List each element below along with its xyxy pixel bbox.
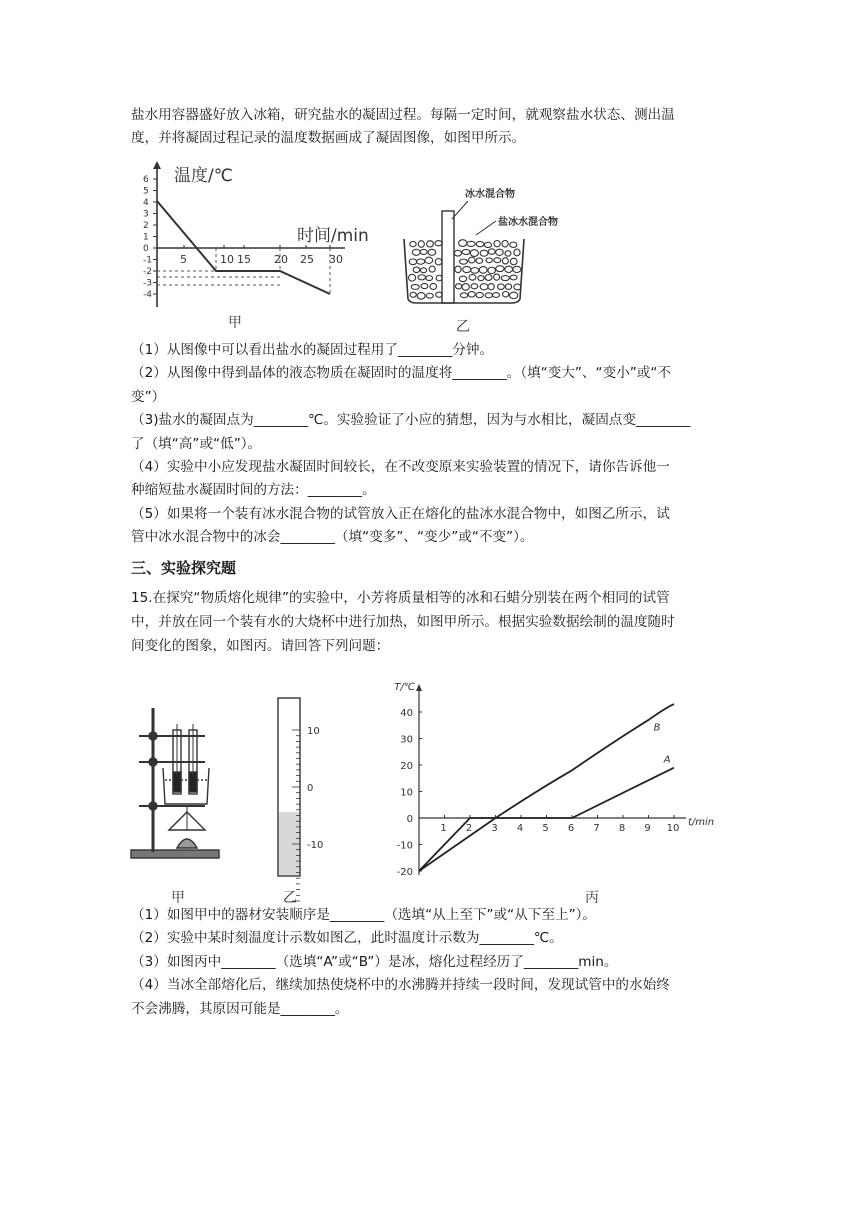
ice-chunk xyxy=(494,258,501,263)
x-tick-label: 1 xyxy=(440,823,447,834)
thermo-label: -10 xyxy=(307,840,324,851)
question-line: （1）如图甲中的器材安装顺序是________（选填“从上至下”或“从下至上”）。 xyxy=(131,907,597,923)
ice-chunk xyxy=(420,249,427,254)
x-tick-label: 4 xyxy=(516,823,524,834)
ice-chunk xyxy=(429,266,435,272)
ice-chunk xyxy=(462,284,469,291)
ice-chunk xyxy=(488,284,494,290)
figure-melting xyxy=(125,680,745,910)
ice-chunk xyxy=(480,250,488,256)
x-tick-label: 30 xyxy=(329,253,343,266)
ice-chunk xyxy=(470,250,478,257)
ice-chunk xyxy=(436,292,443,297)
question-line: 了（填“高”或“低”）。 xyxy=(131,435,262,452)
ice-chunk xyxy=(459,276,466,282)
ice-chunk xyxy=(484,242,491,247)
ice-chunk xyxy=(510,275,517,280)
question-line: （2）从图像中得到晶体的液态物质在凝固时的温度将________。（填“变大”、“变小”或“不 xyxy=(131,365,672,382)
ice-chunk xyxy=(467,241,475,246)
x-axis-label: t/min xyxy=(688,817,715,828)
thermometer-yi xyxy=(278,698,323,901)
fig1-caption-jia: 甲 xyxy=(228,315,242,331)
x-tick-label: 15 xyxy=(237,253,251,266)
question-line: 种缩短盐水凝固时间的方法：________。 xyxy=(131,482,376,499)
y-axis-arrow xyxy=(153,161,161,169)
ice-chunk xyxy=(488,267,496,273)
ice-chunk xyxy=(510,292,518,299)
ice-chunk xyxy=(455,266,461,273)
question-line: 管中冰水混合物中的冰会________（填“变多”、“变少”或“不变”）。 xyxy=(131,529,534,546)
question-line: （3)盐水的凝固点为________℃。实验验证了小应的猜想，因为与水相比，凝固点变________ xyxy=(131,412,691,429)
ice-chunk xyxy=(428,249,436,255)
fig2-caption-yi: 乙 xyxy=(283,890,297,906)
y-tick-label: 6 xyxy=(143,175,149,185)
series-A-line xyxy=(419,768,674,871)
ice-chunk xyxy=(425,257,433,263)
ice-chunk xyxy=(468,292,475,297)
ice-chunk xyxy=(426,276,433,281)
ice-chunk xyxy=(514,249,520,256)
ice-chunk xyxy=(410,241,416,246)
ice-chunk xyxy=(468,257,475,263)
ice-chunk xyxy=(469,275,476,281)
large-beaker xyxy=(163,768,209,804)
clamp-screw xyxy=(149,758,157,766)
question-stem-line: 中，并放在同一个装有水的大烧杯中进行加热，如图甲所示。根据实验数据绘制的温度随时 xyxy=(131,614,675,630)
series-label: A xyxy=(663,754,671,766)
x-tick-label: 10 xyxy=(220,253,234,266)
ice-chunk xyxy=(435,259,442,265)
ice-chunk xyxy=(412,249,420,255)
ice-chunk xyxy=(409,274,416,281)
ice-chunk xyxy=(502,240,508,247)
ice-chunk xyxy=(503,291,509,296)
ice-chunk xyxy=(436,275,442,281)
ice-chunk xyxy=(421,283,428,288)
y-tick-label: 10 xyxy=(400,787,413,799)
y-tick-label: -20 xyxy=(396,867,413,878)
ice-chunk xyxy=(510,242,517,247)
x-tick-label: 8 xyxy=(618,823,626,834)
ice-chunk xyxy=(478,276,484,281)
ice-chunk xyxy=(454,250,461,256)
clamp-screw xyxy=(149,802,157,810)
fig1-caption-yi: 乙 xyxy=(456,319,470,335)
y-tick-label: 40 xyxy=(400,708,413,719)
graph-jia xyxy=(143,161,369,331)
ice-chunks xyxy=(409,240,522,299)
y-tick-label: 2 xyxy=(143,221,149,231)
ice-chunk xyxy=(471,268,479,274)
question-stem-line: 间变化的图象，如图丙。请回答下列问题： xyxy=(131,638,390,654)
ice-chunk xyxy=(501,276,509,281)
y-tick-label: 5 xyxy=(143,186,149,197)
ice-chunk xyxy=(498,284,505,289)
fig1-xlabel: 时间/min xyxy=(297,226,369,246)
x-tick-label: 5 xyxy=(180,253,187,266)
ice-chunk xyxy=(418,241,424,248)
ice-chunk xyxy=(435,241,442,246)
y-tick-label: -1 xyxy=(143,255,152,266)
x-tick-label: 7 xyxy=(593,823,600,834)
question-line: （5）如果将一个装有冰水混合物的试管放入正在熔化的盐冰水混合物中，如图乙所示，试 xyxy=(131,505,670,522)
y-tick-label: -3 xyxy=(143,278,152,289)
ice-chunk xyxy=(510,258,517,265)
ice-chunk xyxy=(476,241,484,246)
intro-line-2: 度，并将凝固过程记录的温度数据画成了凝固图像，如图甲所示。 xyxy=(131,130,526,146)
question-line: （1）从图像中可以看出盐水的凝固过程用了________分钟。 xyxy=(131,342,494,358)
ice-chunk xyxy=(496,249,504,255)
apparatus-jia xyxy=(131,708,219,858)
ice-chunk xyxy=(494,240,500,246)
ice-chunk xyxy=(502,258,508,264)
question-line: （4）实验中小应发现盐水凝固时间较长，在不改变原来实验装置的情况下，请你告诉他一 xyxy=(131,459,670,475)
ice-chunk xyxy=(505,251,511,257)
ice-chunk xyxy=(513,266,521,272)
x-tick-label: 25 xyxy=(300,253,314,266)
y-tick-label: -10 xyxy=(396,840,413,852)
thermo-label: 0 xyxy=(307,783,314,794)
y-axis-arrow xyxy=(416,684,422,691)
ice-chunk xyxy=(485,275,492,281)
ice-chunk xyxy=(471,284,478,289)
ice-chunk xyxy=(514,284,521,290)
ice-chunk xyxy=(413,267,420,273)
series-label: B xyxy=(653,722,661,734)
alcohol-lamp xyxy=(177,839,197,848)
x-tick-label: 9 xyxy=(644,823,651,834)
ice-chunk xyxy=(463,266,471,272)
beaker-yi xyxy=(404,187,558,335)
question-line: 变”） xyxy=(131,388,166,405)
x-tick-label: 6 xyxy=(567,823,575,834)
x-tick-label: 10 xyxy=(666,823,680,834)
ice-chunk xyxy=(417,293,425,300)
fig2-caption-bing: 丙 xyxy=(585,890,599,906)
ice-chunk xyxy=(476,258,483,263)
section-title: 三、实验探究题 xyxy=(131,559,237,577)
intro-line-1: 盐水用容器盛好放入冰箱，研究盐水的凝固过程。每隔一定时间，就观察盐水状态、测出温 xyxy=(131,107,675,123)
test-tube xyxy=(442,211,454,303)
beaker xyxy=(404,239,524,303)
ice-chunk xyxy=(460,293,467,298)
ice-chunk xyxy=(486,258,492,263)
y-tick-label: 20 xyxy=(400,761,413,772)
x-tick-label: 3 xyxy=(491,823,498,834)
ice-chunk xyxy=(485,293,492,298)
stand-base xyxy=(131,850,219,858)
y-tick-label: 4 xyxy=(143,198,149,208)
ice-chunk xyxy=(418,275,426,280)
label-salt-ice-water: 盐冰水混合物 xyxy=(498,217,558,228)
ice-chunk xyxy=(411,285,419,290)
ice-chunk xyxy=(409,259,416,265)
fig1-ylabel: 温度/℃ xyxy=(174,166,233,186)
fig2-caption-jia: 甲 xyxy=(171,890,185,906)
ice-chunk xyxy=(479,267,487,274)
question-line: （4）当冰全部熔化后，继续加热使烧杯中的水沸腾并持续一段时间，发现试管中的水始终 xyxy=(131,977,670,994)
figure-solidification xyxy=(140,157,600,337)
question-line: 不会沸腾，其原因可能是________。 xyxy=(131,1000,349,1017)
x-tick-label: 20 xyxy=(274,253,288,266)
question-line: （2）实验中某时刻温度计示数如图乙，此时温度计示数为________℃。 xyxy=(131,930,563,947)
ice-chunk xyxy=(410,292,416,297)
clamp-screw xyxy=(149,732,157,740)
y-tick-label: 0 xyxy=(143,244,149,254)
x-tick-label: 2 xyxy=(465,823,473,834)
chart-bing xyxy=(394,682,714,878)
y-tick-label: 30 xyxy=(400,734,413,746)
ice-chunk xyxy=(496,266,504,272)
ice-chunk xyxy=(492,293,499,298)
thermo-label: 10 xyxy=(307,726,320,737)
ice-chunk xyxy=(505,266,513,272)
question-stem-line: 15.在探究“物质熔化规律”的实验中，小芳将质量相等的冰和石蜡分别装在两个相同的试管 xyxy=(131,590,670,606)
y-tick-label: 0 xyxy=(406,814,413,825)
y-axis-label: T/℃ xyxy=(394,682,415,693)
x-tick-label: 5 xyxy=(542,823,549,834)
ice-chunk xyxy=(488,249,495,255)
question-line: （3）如图丙中________（选填“A”或“B”）是冰，熔化过程经历了________min。 xyxy=(131,953,618,970)
ice-chunk xyxy=(417,259,425,264)
y-tick-label: 3 xyxy=(143,209,149,220)
ice-chunk xyxy=(430,283,437,289)
ice-chunk xyxy=(459,259,467,264)
ice-chunk xyxy=(480,284,488,290)
y-tick-label: 1 xyxy=(143,232,149,243)
leader-line xyxy=(476,221,496,235)
ice-chunk xyxy=(505,284,511,290)
ice-chunk xyxy=(462,249,470,254)
ice-chunk xyxy=(459,240,467,247)
ice-chunk xyxy=(420,268,426,273)
ice-chunk xyxy=(426,293,433,298)
ice-chunk xyxy=(476,292,483,297)
ice-chunk xyxy=(427,241,434,247)
label-ice-water: 冰水混合物 xyxy=(465,189,515,200)
ice-chunk xyxy=(456,284,462,289)
y-tick-label: -2 xyxy=(143,267,152,277)
ice-chunk xyxy=(494,274,500,280)
y-tick-label: -4 xyxy=(143,290,152,300)
